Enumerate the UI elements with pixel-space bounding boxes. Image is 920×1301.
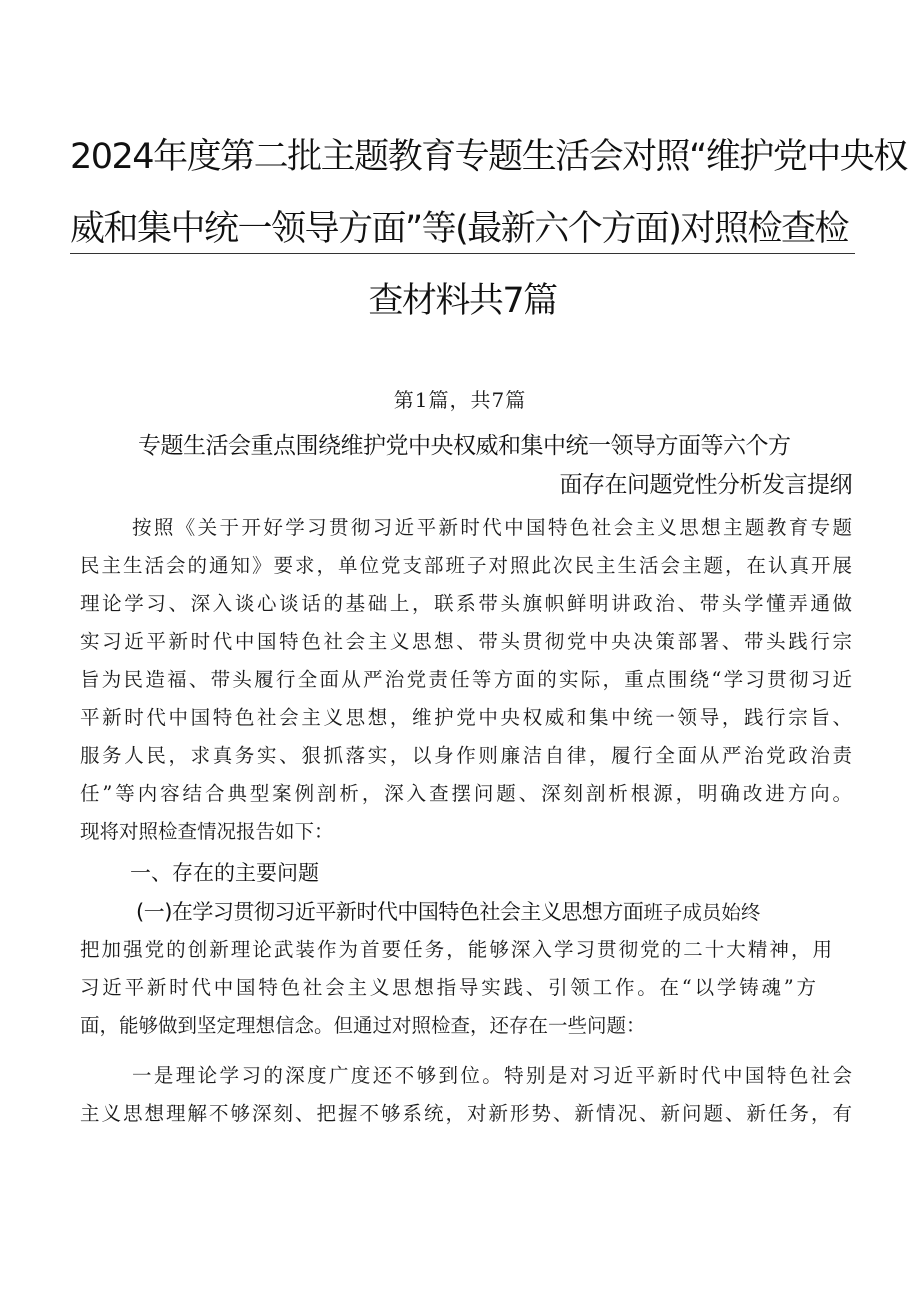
document-title-line-3: 查材料共7篇	[368, 281, 557, 321]
subsection-line: 把加强党的创新理论武装作为首要任务，能够深入学习贯彻党的二十大精神，用	[80, 938, 832, 961]
title-underline	[70, 253, 855, 254]
subtitle-line-2: 面存在问题党性分析发言提纲	[559, 472, 852, 498]
subtitle-line-1: 专题生活会重点围绕维护党中央权威和集中统一领导方面等六个方	[138, 433, 791, 459]
document-title-line-2: 威和集中统一领导方面”等(最新六个方面)对照检查检	[70, 209, 848, 249]
point-line: 一是理论学习的深度广度还不够到位。特别是对习近平新时代中国特色社会	[132, 1064, 852, 1087]
subsection-line: 习近平新时代中国特色社会主义思想指导实践、引领工作。在“以学铸魂”方	[80, 976, 816, 999]
intro-line: 任”等内容结合典型案例剖析，深入查摆问题、深刻剖析根源，明确改进方向。	[80, 782, 852, 805]
intro-line: 现将对照检查情况报告如下：	[80, 820, 334, 843]
subsection-first-line	[136, 897, 760, 929]
intro-line: 理论学习、深入谈心谈话的基础上，联系带头旗帜鲜明讲政治、带头学懂弄通做	[80, 592, 852, 615]
intro-line: 旨为民造福、带头履行全面从严治党责任等方面的实际，重点围绕“学习贯彻习近	[80, 668, 852, 691]
section-heading: 一、存在的主要问题	[130, 861, 319, 885]
intro-line: 平新时代中国特色社会主义思想，维护党中央权威和集中统一领导，践行宗旨、	[80, 706, 852, 729]
point-line: 主义思想理解不够深刻、把握不够系统，对新形势、新情况、新问题、新任务，有	[80, 1102, 852, 1125]
intro-line: 实习近平新时代中国特色社会主义思想、带头贯彻党中央决策部署、带头践行宗	[80, 630, 852, 653]
intro-line: 民主生活会的通知》要求，单位党支部班子对照此次民主生活会主题，在认真开展	[80, 554, 852, 577]
subsection-line: 面，能够做到坚定理想信念。但通过对照检查，还存在一些问题：	[80, 1014, 646, 1037]
article-counter: 第1篇，共7篇	[393, 388, 527, 412]
subsection-heading: (一)在学习贯彻习近平新时代中国特色社会主义思想方面	[136, 900, 644, 924]
subsection-first-line-rest: 班子成员始终	[643, 901, 761, 924]
intro-line: 按照《关于开好学习贯彻习近平新时代中国特色社会主义思想主题教育专题	[132, 516, 852, 539]
intro-line: 服务人民，求真务实、狠抓落实，以身作则廉洁自律，履行全面从严治党政治责	[80, 744, 852, 767]
document-title-line-1: 2024年度第二批主题教育专题生活会对照“维护党中央权	[70, 137, 907, 177]
